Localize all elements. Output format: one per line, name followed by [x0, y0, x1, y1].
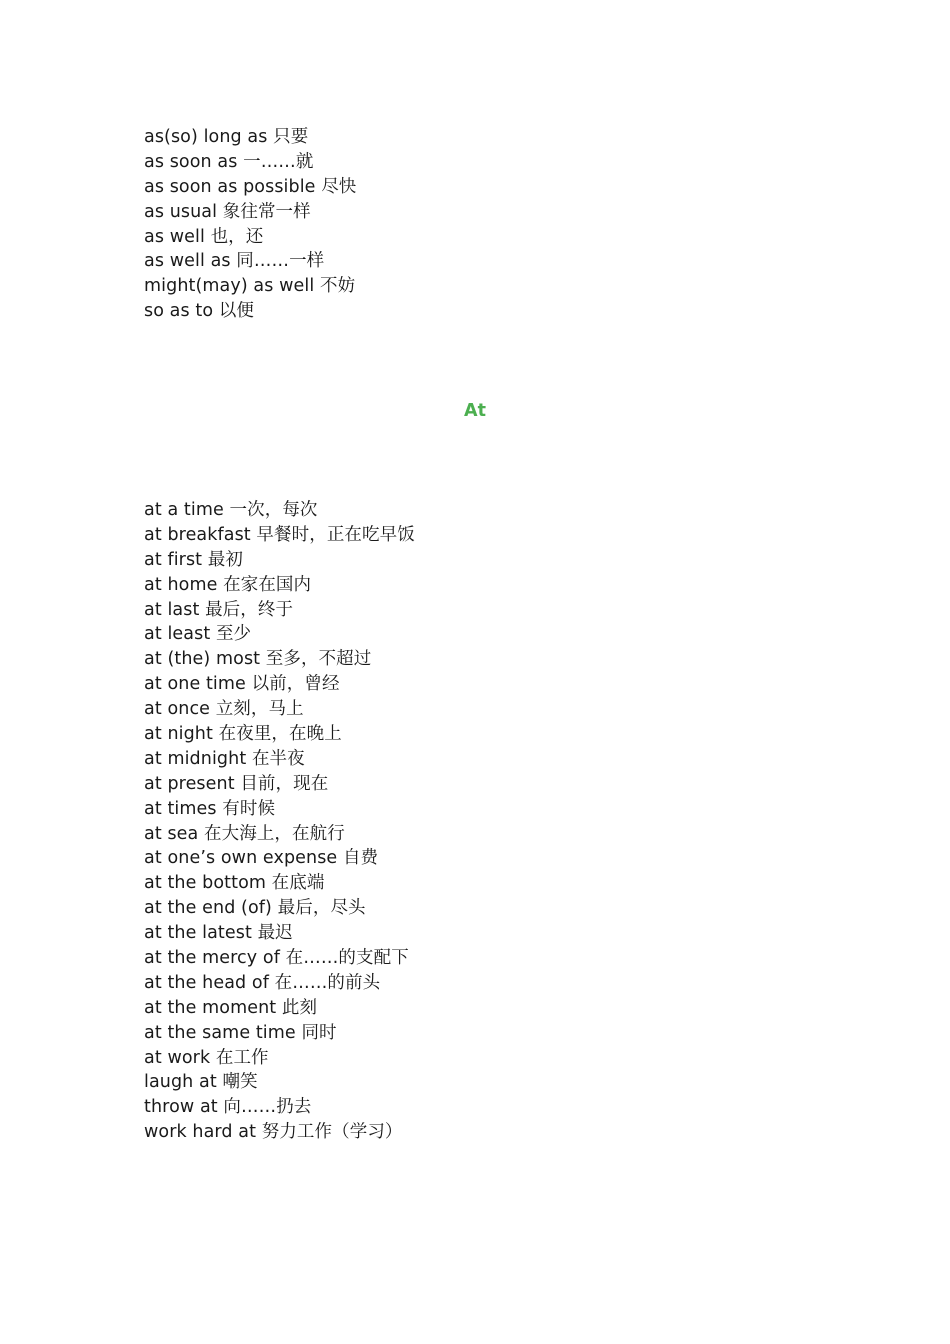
phrase-line: work hard at 努力工作（学习） — [144, 1122, 403, 1143]
phrase-line: so as to 以便 — [144, 301, 255, 322]
phrase-line: as soon as possible 尽快 — [144, 176, 357, 197]
phrase-line: at last 最后，终于 — [144, 599, 294, 620]
phrase-line: at (the) most 至多，不超过 — [144, 649, 372, 670]
phrase-line: laugh at 嘲笑 — [144, 1072, 258, 1093]
phrase-line: at the moment 此刻 — [144, 997, 318, 1018]
phrase-line: might(may) as well 不妨 — [144, 276, 356, 297]
phrase-line: at times 有时候 — [144, 798, 276, 819]
as-phrase-list — [144, 125, 356, 324]
phrase-line: throw at 向……扔去 — [144, 1097, 312, 1118]
phrase-line: at sea 在大海上，在航行 — [144, 823, 345, 844]
phrase-line: at home 在家在国内 — [144, 574, 312, 595]
phrase-line: as well as 同……一样 — [144, 251, 325, 272]
phrase-line: at present 目前，现在 — [144, 773, 329, 794]
phrase-line: at the head of 在……的前头 — [144, 972, 381, 993]
phrase-line: as well 也，还 — [144, 226, 264, 247]
phrase-line: at the end (of) 最后，尽头 — [144, 898, 366, 919]
phrase-line: at a time 一次，每次 — [144, 500, 318, 520]
phrase-line: at the same time 同时 — [144, 1022, 337, 1043]
phrase-line: as soon as 一……就 — [144, 151, 314, 172]
phrase-line: at first 最初 — [144, 549, 244, 570]
phrase-line: at least 至少 — [144, 624, 252, 645]
phrase-line: as(so) long as 只要 — [144, 127, 309, 147]
phrase-line: at night 在夜里，在晚上 — [144, 724, 342, 745]
phrase-line: at the bottom 在底端 — [144, 873, 325, 894]
phrase-line: at once 立刻，马上 — [144, 699, 304, 720]
phrase-line: at midnight 在半夜 — [144, 748, 305, 769]
phrase-line: at the mercy of 在……的支配下 — [144, 948, 409, 969]
phrase-line: at work 在工作 — [144, 1047, 269, 1068]
phrase-line: at one time 以前，曾经 — [144, 674, 340, 695]
phrase-line: at breakfast 早餐时，正在吃早饭 — [144, 524, 415, 545]
at-phrase-list — [144, 498, 415, 1145]
phrase-line: at one’s own expense 自费 — [144, 848, 379, 869]
section-heading-at: At — [464, 401, 486, 421]
phrase-line: at the latest 最迟 — [144, 923, 293, 944]
phrase-line: as usual 象往常一样 — [144, 201, 311, 222]
